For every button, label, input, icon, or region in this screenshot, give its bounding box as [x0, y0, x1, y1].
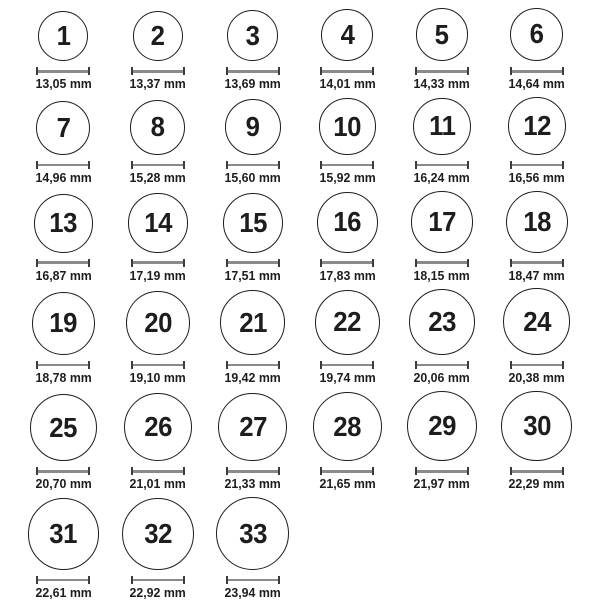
ring-size-item: [218, 393, 287, 492]
ring-size-item: [503, 288, 570, 385]
ring-diameter-label: 22,92 mm: [129, 585, 187, 600]
diameter-measure-line-icon: [320, 467, 374, 475]
ring-circle: [407, 391, 477, 461]
ring-size-number: 26: [144, 411, 172, 443]
ring-diameter-label: 18,47 mm: [508, 267, 565, 283]
diameter-measure-line-icon: [510, 67, 564, 75]
ring-diameter-label: 18,78 mm: [35, 369, 92, 385]
ring-size-item: [216, 497, 289, 600]
ring-circle: [225, 99, 281, 155]
ring-circle: [124, 393, 192, 461]
ring-size-number: 12: [522, 109, 551, 141]
ring-size-number: 22: [333, 306, 362, 338]
ring-circle: [34, 194, 93, 253]
diameter-measure-line-icon: [131, 467, 185, 475]
ring-circle: [317, 192, 378, 253]
ring-size-item: [317, 192, 378, 283]
ring-diameter-label: 16,56 mm: [508, 169, 565, 185]
ring-circle: [503, 288, 570, 355]
ring-size-number: 16: [333, 206, 362, 238]
ring-circle: [30, 394, 97, 461]
ring-size-item: [124, 393, 192, 491]
ring-diameter-label: 22,61 mm: [35, 585, 92, 600]
diameter-measure-line-icon: [415, 67, 469, 75]
ring-diameter-label: 19,42 mm: [224, 369, 281, 385]
ring-circle: [506, 191, 568, 253]
ring-circle: [416, 8, 469, 61]
diameter-measure-line-icon: [226, 361, 280, 369]
ring-size-item: [223, 99, 282, 185]
ring-circle: [133, 11, 184, 62]
ring-circle: [28, 498, 100, 570]
ring-diameter-label: 19,10 mm: [129, 369, 187, 385]
diameter-measure-line-icon: [226, 576, 280, 584]
ring-size-item: [34, 11, 93, 91]
ring-circle: [218, 393, 287, 462]
ring-diameter-label: 21,01 mm: [129, 476, 187, 492]
ring-diameter-label: 14,96 mm: [35, 169, 92, 185]
ring-circle: [413, 98, 470, 155]
diameter-measure-line-icon: [131, 259, 185, 267]
ring-size-item: [128, 100, 187, 185]
ring-size-number: 18: [522, 205, 551, 237]
ring-diameter-label: 21,97 mm: [413, 476, 471, 492]
ring-size-number: 3: [245, 19, 260, 51]
ring-size-number: 11: [428, 110, 456, 142]
ring-size-item: [128, 11, 187, 92]
ring-diameter-label: 13,69 mm: [224, 76, 281, 92]
ring-diameter-label: 14,64 mm: [508, 76, 565, 92]
ring-size-number: 15: [238, 206, 267, 238]
ring-size-item: [223, 10, 282, 91]
diameter-measure-line-icon: [510, 161, 564, 169]
ring-size-number: 31: [49, 518, 78, 550]
ring-circle: [36, 101, 90, 155]
ring-circle: [409, 289, 475, 355]
ring-size-number: 30: [522, 409, 551, 441]
ring-size-item: [407, 391, 477, 491]
ring-size-item: [411, 191, 473, 283]
ring-size-item: [34, 101, 93, 185]
ring-size-item: [412, 98, 471, 185]
ring-size-item: [220, 290, 284, 384]
ring-size-item: [318, 9, 377, 91]
ring-diameter-label: 15,60 mm: [224, 169, 281, 185]
ring-size-item: [128, 193, 187, 282]
ring-size-number: 21: [238, 306, 267, 338]
ring-size-item: [506, 191, 568, 283]
ring-size-item: [32, 292, 95, 385]
ring-size-number: 14: [144, 207, 172, 239]
ring-diameter-label: 15,92 mm: [319, 169, 376, 185]
ring-diameter-label: 18,15 mm: [413, 267, 471, 283]
ring-diameter-label: 14,33 mm: [413, 76, 471, 92]
ring-size-number: 19: [49, 307, 78, 339]
ring-circle: [510, 8, 564, 62]
ring-circle: [508, 97, 566, 155]
ring-size-number: 23: [428, 305, 456, 337]
diameter-measure-line-icon: [510, 361, 564, 369]
ring-circle: [216, 497, 289, 570]
ring-circle: [501, 391, 572, 462]
diameter-measure-line-icon: [36, 467, 90, 475]
ring-diameter-label: 17,19 mm: [129, 267, 187, 283]
diameter-measure-line-icon: [415, 259, 469, 267]
diameter-measure-line-icon: [510, 467, 564, 475]
ring-size-number: 29: [428, 410, 456, 442]
ring-size-number: 1: [56, 20, 71, 52]
ring-size-item: [126, 291, 190, 385]
ring-diameter-label: 13,37 mm: [129, 76, 187, 92]
ring-diameter-label: 20,38 mm: [508, 369, 565, 385]
ring-diameter-label: 19,74 mm: [319, 369, 376, 385]
ring-size-number: 25: [49, 411, 78, 443]
ring-size-number: 33: [238, 517, 267, 549]
ring-diameter-label: 16,24 mm: [413, 169, 471, 185]
ring-size-number: 27: [238, 410, 267, 442]
diameter-measure-line-icon: [510, 259, 564, 267]
diameter-measure-line-icon: [36, 259, 90, 267]
ring-diameter-label: 20,06 mm: [413, 369, 471, 385]
diameter-measure-line-icon: [36, 67, 90, 75]
ring-size-number: 8: [151, 111, 165, 143]
ring-size-number: 20: [144, 307, 172, 339]
ring-size-item: [223, 193, 283, 283]
ring-circle: [128, 193, 187, 252]
ring-size-number: 10: [333, 110, 362, 142]
ring-size-number: 17: [428, 205, 456, 237]
ring-size-item: [501, 391, 572, 492]
ring-circle: [220, 290, 284, 354]
ring-size-item: [28, 498, 100, 600]
ring-size-item: [318, 98, 377, 185]
ring-size-number: 5: [435, 18, 449, 50]
ring-size-number: 9: [245, 110, 260, 142]
ring-diameter-label: 16,87 mm: [35, 267, 92, 283]
diameter-measure-line-icon: [226, 67, 280, 75]
ring-diameter-label: 13,05 mm: [35, 76, 92, 92]
ring-diameter-label: 14,01 mm: [319, 76, 376, 92]
ring-size-item: [412, 8, 471, 91]
ring-circle: [223, 193, 283, 253]
diameter-measure-line-icon: [131, 576, 185, 584]
ring-size-number: 2: [151, 19, 165, 51]
diameter-measure-line-icon: [320, 161, 374, 169]
ring-size-item: [34, 194, 93, 283]
ring-size-number: 28: [333, 410, 362, 442]
ring-circle: [227, 10, 278, 61]
diameter-measure-line-icon: [36, 361, 90, 369]
diameter-measure-line-icon: [36, 576, 90, 584]
ring-diameter-label: 21,33 mm: [224, 476, 281, 492]
ring-circle: [122, 498, 194, 570]
diameter-measure-line-icon: [131, 161, 185, 169]
ring-circle: [32, 292, 95, 355]
ring-size-number: 4: [340, 19, 355, 51]
ring-diameter-label: 17,83 mm: [319, 267, 376, 283]
ring-size-number: 32: [144, 517, 172, 549]
ring-diameter-label: 15,28 mm: [129, 169, 187, 185]
diameter-measure-line-icon: [415, 467, 469, 475]
diameter-measure-line-icon: [320, 67, 374, 75]
ring-size-number: 6: [529, 18, 544, 50]
ring-circle: [38, 11, 88, 61]
ring-diameter-label: 23,94 mm: [224, 585, 281, 600]
ring-circle: [313, 392, 382, 461]
ring-circle: [315, 290, 380, 355]
diameter-measure-line-icon: [131, 361, 185, 369]
ring-size-item: [313, 392, 382, 491]
ring-diameter-label: 20,70 mm: [35, 476, 92, 492]
diameter-measure-line-icon: [320, 259, 374, 267]
diameter-measure-line-icon: [226, 259, 280, 267]
ring-diameter-label: 17,51 mm: [224, 267, 281, 283]
ring-size-item: [122, 498, 194, 600]
diameter-measure-line-icon: [415, 161, 469, 169]
ring-circle: [130, 100, 185, 155]
diameter-measure-line-icon: [131, 67, 185, 75]
diameter-measure-line-icon: [226, 161, 280, 169]
ring-circle: [411, 191, 473, 253]
ring-size-number: 24: [522, 305, 551, 337]
ring-circle: [319, 98, 376, 155]
ring-size-number: 7: [56, 111, 71, 143]
diameter-measure-line-icon: [226, 467, 280, 475]
ring-size-item: [409, 289, 475, 385]
diameter-measure-line-icon: [36, 161, 90, 169]
ring-diameter-label: 22,29 mm: [508, 476, 565, 492]
ring-diameter-label: 21,65 mm: [319, 476, 376, 492]
ring-size-item: [315, 290, 380, 385]
ring-size-item: [507, 8, 566, 92]
ring-size-item: [507, 97, 566, 185]
diameter-measure-line-icon: [320, 361, 374, 369]
diameter-measure-line-icon: [415, 361, 469, 369]
ring-size-item: [30, 394, 97, 491]
ring-circle: [126, 291, 190, 355]
ring-circle: [321, 9, 373, 61]
ring-size-number: 13: [49, 207, 78, 239]
